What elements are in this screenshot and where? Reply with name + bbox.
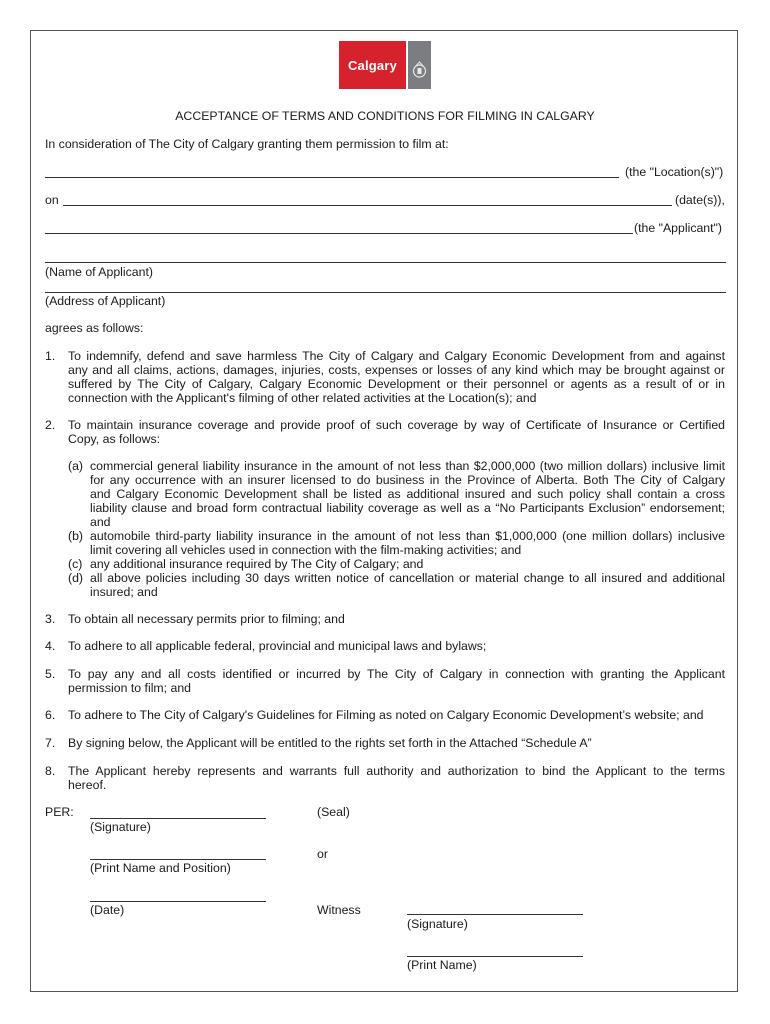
clause-7-text (68, 736, 725, 750)
print-name-position-line[interactable] (90, 859, 266, 860)
or-label: or (317, 847, 328, 861)
text-line: permission to film; and (68, 681, 192, 695)
text-line: limit covering all vehicles used in connection with the film-making activities; and (90, 543, 522, 557)
location-line[interactable] (45, 177, 619, 178)
text-line: Copy, as follows: (68, 432, 161, 446)
clause-5-text (68, 667, 725, 695)
text-line: commercial general liability insurance in the amount of not less than $2,000,000 (two million dollars) inclusive limit (90, 459, 725, 473)
dates-line[interactable] (63, 205, 672, 206)
clause-number: 1. (45, 349, 56, 363)
address-of-applicant-line[interactable] (45, 292, 726, 293)
date-label: (Date) (90, 903, 125, 917)
applicant-suffix: (the "Applicant") (634, 221, 723, 235)
text-line: hereof. (68, 778, 107, 792)
witness-signature-line[interactable] (407, 914, 583, 915)
address-of-applicant-label: (Address of Applicant) (45, 294, 166, 308)
clause-6-text (68, 708, 725, 722)
text-line: any and all claims, actions, damages, injuries, costs, expenses or losses of any kind which may be brought against or (68, 363, 725, 377)
text-line: automobile third-party liability insurance in the amount of not less than $1,000,000 (one million dollars) inclusive (90, 529, 725, 543)
intro-text: In consideration of The City of Calgary granting them permission to film at: (45, 137, 449, 151)
city-of-calgary-logo (339, 41, 431, 89)
text-line: all above policies including 30 days written notice of cancellation or material change to all insured and additional (90, 571, 725, 585)
clause-number: 8. (45, 764, 56, 778)
clause-number: 5. (45, 667, 56, 681)
subclause-a-text (90, 459, 725, 529)
seal-label: (Seal) (317, 805, 350, 819)
subclause-b-text (90, 529, 725, 557)
clause-number: 7. (45, 736, 56, 750)
subclause-c-text (90, 557, 725, 571)
applicant-line[interactable] (45, 233, 633, 234)
signature-line[interactable] (90, 818, 266, 819)
logo-wordmark-block (339, 41, 406, 89)
print-name-position-label: (Print Name and Position) (90, 861, 231, 875)
text-line: By signing below, the Applicant will be entitled to the rights set forth in the Attached “Schedule A” (68, 736, 592, 750)
text-line: and Calgary Economic Development shall be listed as additional insured and such policy shall contain a cross (90, 487, 725, 501)
name-of-applicant-line[interactable] (45, 262, 726, 263)
text-line: suffered by The City of Calgary, Calgary Economic Development or their personnel or agents as a result of or in (68, 377, 725, 391)
clause-number: 2. (45, 418, 56, 432)
witness-print-name-line[interactable] (407, 956, 583, 957)
name-of-applicant-label: (Name of Applicant) (45, 265, 153, 279)
text-line: The Applicant hereby represents and warrants full authority and authorization to bind the Applicant to the terms (68, 764, 725, 778)
signature-label: (Signature) (90, 820, 151, 834)
subclause-letter: (c) (68, 557, 83, 571)
clause-number: 4. (45, 639, 56, 653)
text-line: any additional insurance required by The City of Calgary; and (90, 557, 424, 571)
witness-print-name-label: (Print Name) (407, 958, 477, 972)
text-line: To adhere to The City of Calgary's Guidelines for Filming as noted on Calgary Economic Development’s website; and (68, 708, 704, 722)
clause-2-text (68, 418, 725, 446)
text-line: To obtain all necessary permits prior to filming; and (68, 612, 345, 626)
clause-3-text (68, 612, 725, 626)
text-line: To adhere to all applicable federal, provincial and municipal laws and bylaws; (68, 639, 487, 653)
logo-wordmark: Calgary (347, 57, 398, 73)
witness-label: Witness (317, 903, 361, 917)
dates-suffix: (date(s)), (675, 193, 725, 207)
subclause-letter: (b) (68, 529, 84, 543)
document-title: ACCEPTANCE OF TERMS AND CONDITIONS FOR FILMING IN CALGARY (175, 109, 595, 123)
agrees-text: agrees as follows: (45, 321, 144, 335)
on-label: on (45, 193, 59, 207)
location-suffix: (the "Location(s)") (625, 165, 724, 179)
subclause-letter: (d) (68, 571, 84, 585)
logo-crest-block (408, 41, 431, 89)
date-line[interactable] (90, 901, 266, 902)
text-line: To pay any and all costs identified or incurred by The City of Calgary in connection with granting the Applicant (68, 667, 725, 681)
crest-icon (408, 41, 431, 89)
subclause-letter: (a) (68, 459, 84, 473)
text-line: To maintain insurance coverage and provide proof of such coverage by way of Certificate of Insurance or Certified (68, 418, 725, 432)
subclause-d-text (90, 571, 725, 599)
text-line: insured; and (90, 585, 158, 599)
clause-number: 3. (45, 612, 56, 626)
clause-4-text (68, 639, 725, 653)
text-line: connection with the Applicant's filming of other related activities at the Location(s); and (68, 391, 537, 405)
per-label: PER: (45, 805, 74, 819)
text-line: To indemnify, defend and save harmless The City of Calgary and Calgary Economic Development from and against (68, 349, 725, 363)
text-line: liability clause and broad form contractual liability coverage as well as a “No Participants Exclusion” endorsement; (90, 501, 725, 515)
text-line: and (90, 515, 111, 529)
clause-8-text (68, 764, 725, 792)
text-line: for any occurrence with an insurer licensed to do business in the Province of Alberta. Both The City of Calgary (90, 473, 725, 487)
witness-signature-label: (Signature) (407, 917, 468, 931)
clause-number: 6. (45, 708, 56, 722)
clause-1-text (68, 349, 725, 405)
